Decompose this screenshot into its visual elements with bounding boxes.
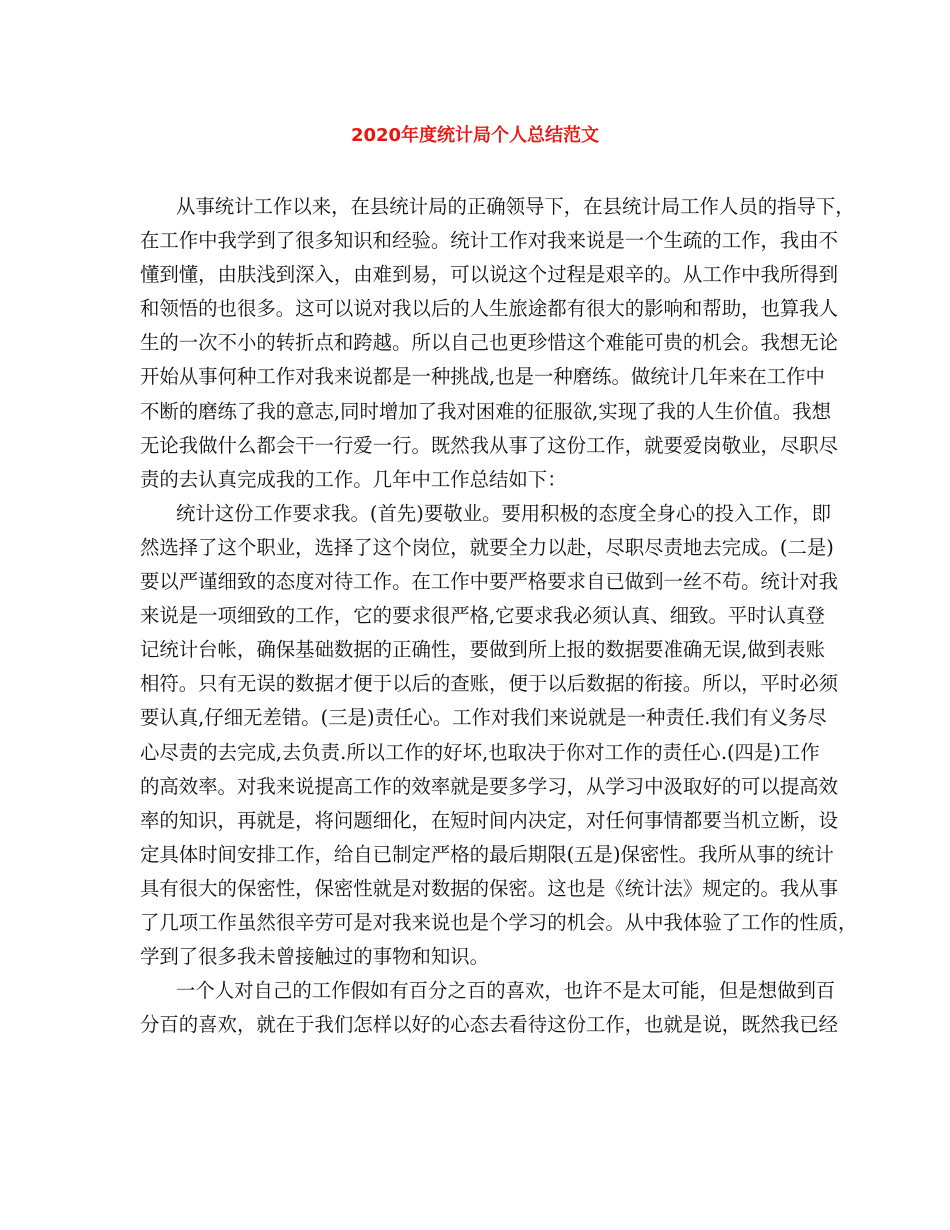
text-line: 责的去认真完成我的工作。几年中工作总结如下： [140, 467, 567, 491]
text-line: 开始从事何种工作对我来说都是一种挑战,也是一种磨练。做统计几年来在工作中 [140, 365, 825, 389]
text-line: 统计这份工作要求我。(首先)要敬业。要用积极的态度全身心的投入工作，即 [176, 501, 832, 525]
text-line: 来说是一项细致的工作，它的要求很严格,它要求我必须认真、细致。平时认真登 [140, 604, 825, 628]
text-line: 具有很大的保密性，保密性就是对数据的保密。这也是《统计法》规定的。我从事 [140, 876, 839, 900]
document-body [140, 190, 858, 1042]
text-line: 从事统计工作以来，在县统计局的正确领导下，在县统计局工作人员的指导下， [176, 195, 855, 218]
text-line: 的高效率。对我来说提高工作的效率就是要多学习，从学习中汲取好的可以提高效 [140, 774, 839, 798]
text-line: 相符。只有无误的数据才便于以后的查账，便于以后数据的衔接。所以，平时必须 [140, 672, 839, 696]
text-line: 然选择了这个职业，选择了这个岗位，就要全力以赴，尽职尽责地去完成。(二是) [140, 535, 834, 559]
text-line: 了几项工作虽然很辛劳可是对我来说也是个学习的机会。从中我体验了工作的性质， [140, 910, 858, 934]
text-line: 一个人对自己的工作假如有百分之百的喜欢，也许不是太可能，但是想做到百 [176, 979, 836, 1003]
text-line: 要以严谨细致的态度对待工作。在工作中要严格要求自已做到一丝不苟。统计对我 [140, 570, 839, 594]
text-line: 和领悟的也很多。这可以说对我以后的人生旅途都有很大的影响和帮助，也算我人 [140, 297, 839, 321]
text-line: 定具体时间安排工作，给自已制定严格的最后期限(五是)保密性。我所从事的统计 [140, 842, 834, 866]
text-line: 无论我做什么都会干一行爱一行。既然我从事了这份工作，就要爱岗敬业，尽职尽 [140, 433, 839, 457]
text-line: 心尽责的去完成,去负责.所以工作的好坏,也取决于你对工作的责任心.(四是)工作 [140, 740, 820, 764]
text-line: 要认真,仔细无差错。(三是)责任心。工作对我们来说就是一种责任.我们有义务尽 [140, 706, 827, 730]
text-line: 率的知识，再就是，将问题细化，在短时间内决定，对任何事情都要当机立断，设 [140, 808, 839, 832]
document-title: 2020年度统计局个人总结范文 [350, 125, 600, 146]
text-line: 不断的磨练了我的意志,同时增加了我对困难的征服欲,实现了我的人生价值。我想 [140, 399, 831, 423]
text-line: 学到了很多我未曾接触过的事物和知识。 [140, 945, 490, 969]
text-line: 生的一次不小的转折点和跨越。所以自己也更珍惜这个难能可贵的机会。我想无论 [140, 331, 839, 355]
text-line: 记统计台帐，确保基础数据的正确性，要做到所上报的数据要准确无误,做到表账 [140, 638, 825, 662]
text-line: 懂到懂，由肤浅到深入，由难到易，可以说这个过程是艰辛的。从工作中我所得到 [140, 263, 839, 287]
text-line: 分百的喜欢，就在于我们怎样以好的心态去看待这份工作，也就是说，既然我已经 [140, 1013, 839, 1037]
text-line: 在工作中我学到了很多知识和经验。统计工作对我来说是一个生疏的工作，我由不 [140, 229, 839, 253]
